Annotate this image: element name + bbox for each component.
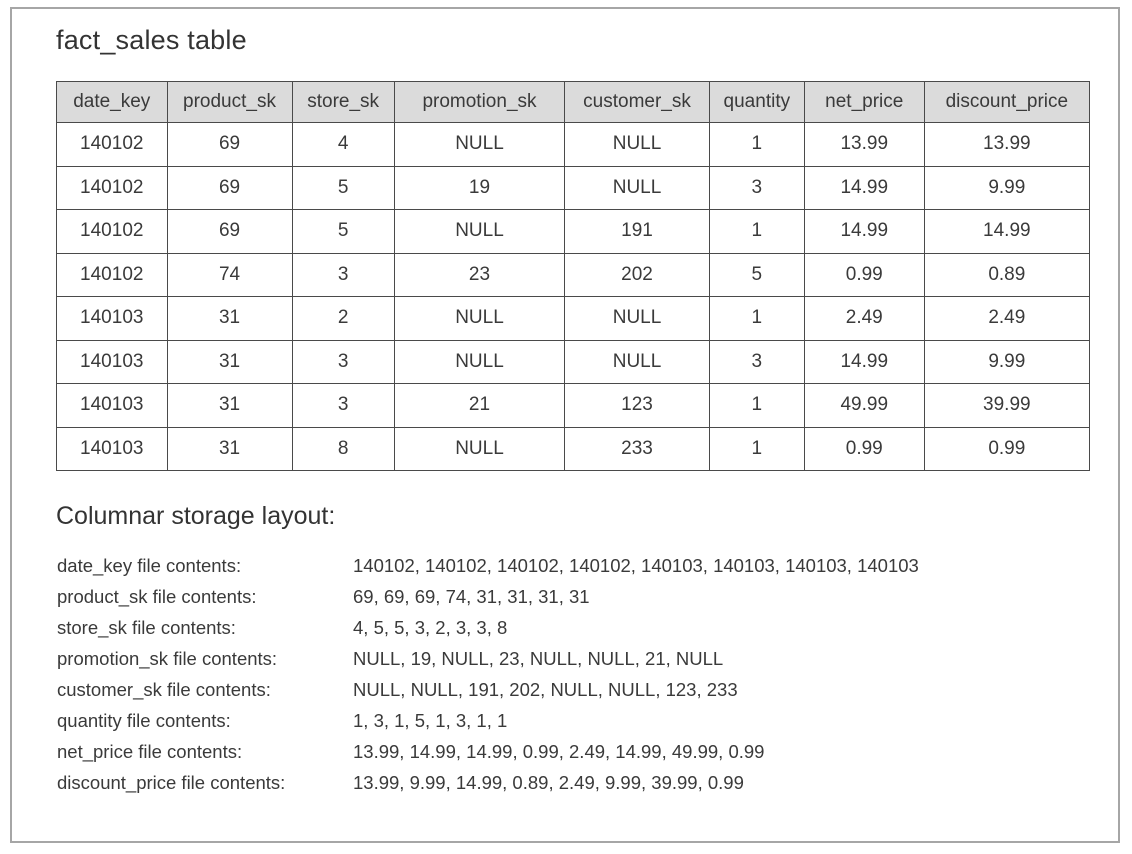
table-cell: NULL: [394, 210, 564, 254]
file-label: promotion_sk file contents:: [57, 648, 278, 669]
table-cell: 14.99: [924, 210, 1089, 254]
table-row: [57, 297, 1090, 341]
table-row: [57, 123, 1090, 167]
file-line: [57, 705, 1097, 736]
table-cell: 31: [167, 340, 292, 384]
column-header-store_sk: store_sk: [292, 82, 394, 123]
table-cell: 1: [709, 427, 804, 471]
file-label: store_sk file contents:: [57, 617, 236, 638]
table-header-row: [57, 82, 1090, 123]
table-cell: 69: [167, 210, 292, 254]
file-line: [57, 612, 1097, 643]
table-cell: 0.99: [924, 427, 1089, 471]
table-cell: 3: [709, 340, 804, 384]
table-cell: 8: [292, 427, 394, 471]
table-cell: 23: [394, 253, 564, 297]
file-line: [57, 767, 1097, 798]
table-cell: NULL: [394, 297, 564, 341]
table-cell: 1: [709, 297, 804, 341]
column-header-net_price: net_price: [804, 82, 924, 123]
column-file-list: [57, 550, 1097, 798]
table-cell: 140103: [57, 384, 168, 428]
table-cell: 69: [167, 123, 292, 167]
table-cell: NULL: [565, 166, 710, 210]
table-cell: 13.99: [804, 123, 924, 167]
table-cell: 191: [565, 210, 710, 254]
table-cell: 140103: [57, 427, 168, 471]
table-cell: 13.99: [924, 123, 1089, 167]
file-values: 69, 69, 69, 74, 31, 31, 31, 31: [353, 586, 590, 607]
file-label: date_key file contents:: [57, 555, 242, 576]
file-values: 4, 5, 5, 3, 2, 3, 3, 8: [353, 617, 508, 638]
column-header-promotion_sk: promotion_sk: [394, 82, 564, 123]
fact-table-title: fact_sales table: [56, 25, 247, 55]
column-header-customer_sk: customer_sk: [565, 82, 710, 123]
file-values: NULL, NULL, 191, 202, NULL, NULL, 123, 233: [353, 679, 738, 700]
table-cell: 233: [565, 427, 710, 471]
table-cell: 14.99: [804, 210, 924, 254]
table-cell: 3: [292, 340, 394, 384]
table-cell: 0.99: [804, 427, 924, 471]
file-label: quantity file contents:: [57, 710, 231, 731]
table-row: [57, 384, 1090, 428]
table-cell: NULL: [565, 297, 710, 341]
column-header-discount_price: discount_price: [924, 82, 1089, 123]
table-cell: 140103: [57, 340, 168, 384]
table-cell: 0.89: [924, 253, 1089, 297]
file-values: 140102, 140102, 140102, 140102, 140103, 140103, 140103, 140103: [353, 555, 919, 576]
table-cell: 21: [394, 384, 564, 428]
table-cell: 3: [292, 384, 394, 428]
table-cell: 19: [394, 166, 564, 210]
table-cell: 14.99: [804, 166, 924, 210]
table-cell: 140103: [57, 297, 168, 341]
table-cell: 5: [292, 166, 394, 210]
file-values: 13.99, 9.99, 14.99, 0.89, 2.49, 9.99, 39.99, 0.99: [353, 772, 744, 793]
table-cell: 3: [292, 253, 394, 297]
table-row: [57, 166, 1090, 210]
file-line: [57, 643, 1097, 674]
file-line: [57, 550, 1097, 581]
table-cell: 140102: [57, 123, 168, 167]
column-header-product_sk: product_sk: [167, 82, 292, 123]
columnar-layout-heading: Columnar storage layout:: [56, 502, 336, 530]
column-header-date_key: date_key: [57, 82, 168, 123]
file-values: NULL, 19, NULL, 23, NULL, NULL, 21, NULL: [353, 648, 724, 669]
table-row: [57, 253, 1090, 297]
table-cell: NULL: [394, 123, 564, 167]
table-cell: 140102: [57, 210, 168, 254]
fact-sales-table: [56, 81, 1090, 471]
file-label: discount_price file contents:: [57, 772, 286, 793]
file-line: [57, 736, 1097, 767]
table-cell: 0.99: [804, 253, 924, 297]
table-cell: 1: [709, 210, 804, 254]
table-cell: 3: [709, 166, 804, 210]
file-label: customer_sk file contents:: [57, 679, 271, 700]
table-cell: 9.99: [924, 166, 1089, 210]
file-values: 1, 3, 1, 5, 1, 3, 1, 1: [353, 710, 508, 731]
table-cell: 2.49: [924, 297, 1089, 341]
table-body: [57, 123, 1090, 471]
table-cell: 31: [167, 384, 292, 428]
table-cell: 5: [709, 253, 804, 297]
table-cell: NULL: [394, 340, 564, 384]
table-cell: 140102: [57, 253, 168, 297]
table-row: [57, 427, 1090, 471]
table-row: [57, 340, 1090, 384]
table-cell: 31: [167, 427, 292, 471]
table-cell: NULL: [565, 123, 710, 167]
table-cell: 1: [709, 384, 804, 428]
table-cell: 31: [167, 297, 292, 341]
table-cell: 49.99: [804, 384, 924, 428]
table-cell: 74: [167, 253, 292, 297]
table-cell: 140102: [57, 166, 168, 210]
table-cell: 9.99: [924, 340, 1089, 384]
file-line: [57, 674, 1097, 705]
table-cell: NULL: [565, 340, 710, 384]
figure-frame: [10, 7, 1120, 843]
table-cell: 39.99: [924, 384, 1089, 428]
table-cell: 2: [292, 297, 394, 341]
file-label: net_price file contents:: [57, 741, 243, 762]
table-cell: 5: [292, 210, 394, 254]
table-cell: 123: [565, 384, 710, 428]
column-header-quantity: quantity: [709, 82, 804, 123]
table-cell: 14.99: [804, 340, 924, 384]
file-values: 13.99, 14.99, 14.99, 0.99, 2.49, 14.99, 49.99, 0.99: [353, 741, 765, 762]
table-cell: 2.49: [804, 297, 924, 341]
table-cell: NULL: [394, 427, 564, 471]
table-cell: 4: [292, 123, 394, 167]
table-cell: 1: [709, 123, 804, 167]
table-cell: 202: [565, 253, 710, 297]
table-row: [57, 210, 1090, 254]
file-line: [57, 581, 1097, 612]
table-cell: 69: [167, 166, 292, 210]
file-label: product_sk file contents:: [57, 586, 257, 607]
